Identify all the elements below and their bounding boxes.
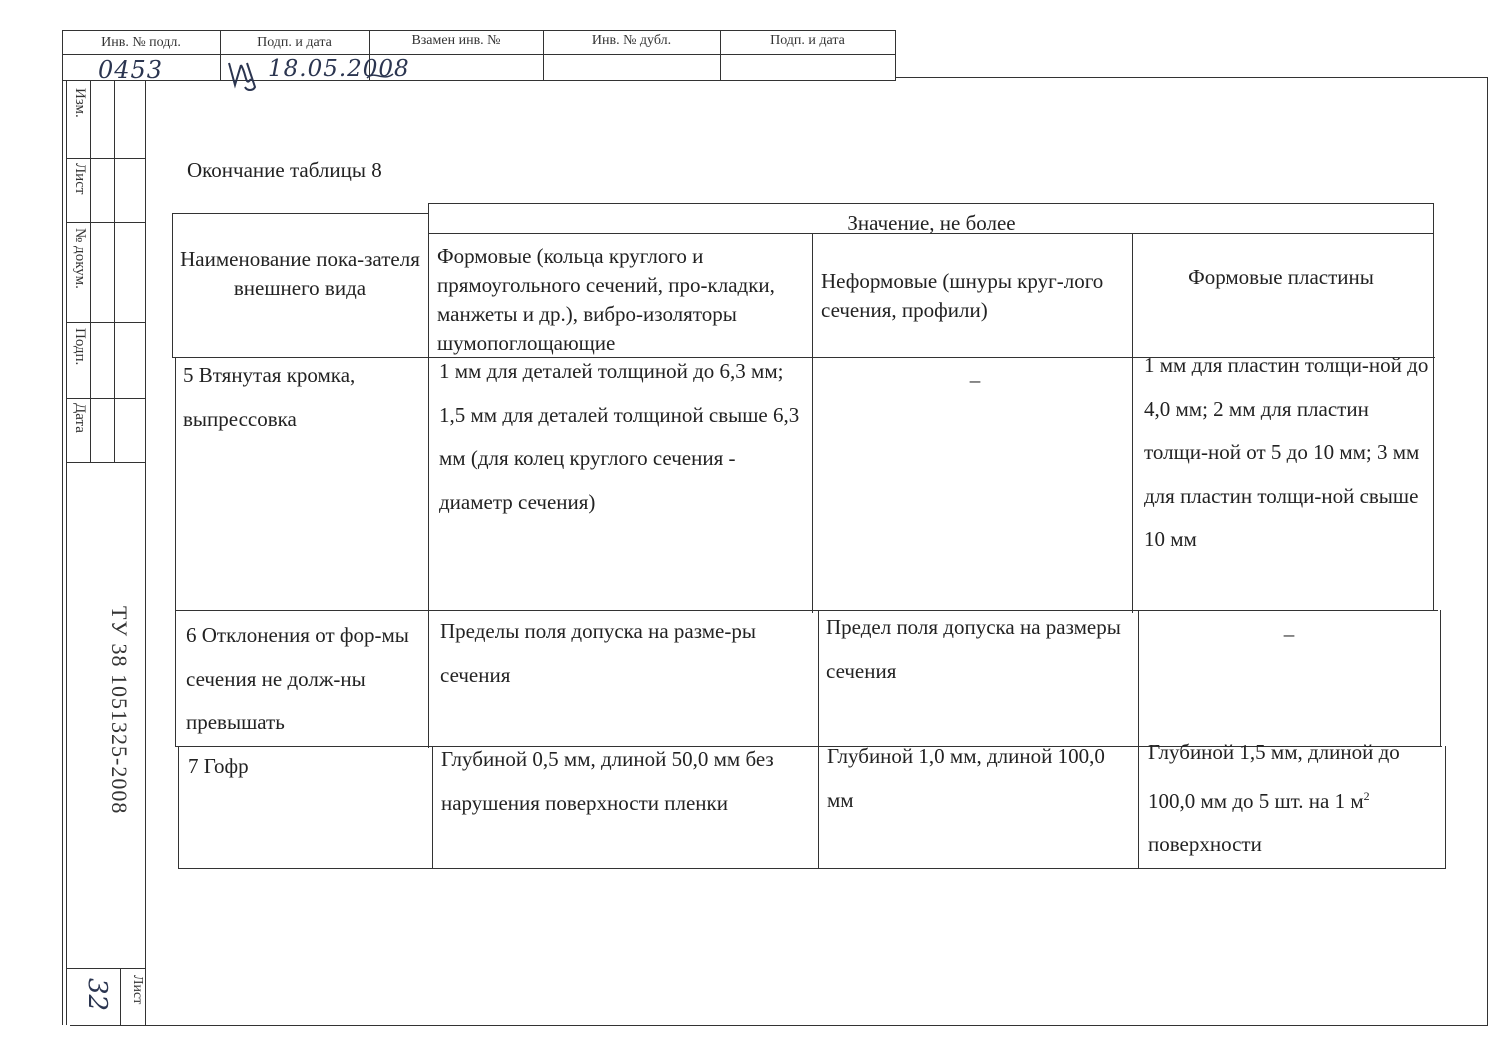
table-rule: [172, 213, 173, 357]
stamp-bottom-border: [62, 80, 896, 81]
row5-col1: 1 мм для деталей толщиной до 6,3 мм; 1,5 мм для деталей толщиной свыше 6,3 мм (для колец круглого сечения - диаметр сечения): [439, 359, 800, 514]
stamp-header-podp-data-2: Подп. и дата: [770, 33, 845, 48]
row6-col3: –: [1283, 622, 1295, 646]
frame-bottom: [70, 1025, 1488, 1026]
stamp-header-vzamen: Взамен инв. №: [411, 33, 501, 48]
frame-top-right: [895, 77, 1487, 78]
stamp-header-inv-dubl: Инв. № дубл.: [591, 33, 672, 48]
row7-col3-tail: поверхности: [1148, 832, 1262, 856]
frame-right: [1487, 77, 1488, 1025]
row7-col2: Глубиной 1,0 мм, длиной 100,0 мм: [827, 744, 1105, 812]
row5-name: 5 Втянутая кромка, выпрессовка: [183, 363, 356, 431]
table-rule: [175, 357, 176, 747]
row7-name: 7 Гофр: [188, 754, 249, 778]
row7-col3-superscript: 2: [1363, 788, 1370, 803]
table-rule: [1138, 610, 1139, 869]
handwritten-inv-number: 0453: [98, 56, 164, 84]
header-value-group: Значение, не более: [847, 211, 1016, 235]
table-rule: [178, 868, 1445, 869]
row7-col1: Глубиной 0,5 мм, длиной 50,0 мм без нарушения поверхности пленки: [441, 747, 774, 815]
sheet-number: 32: [82, 978, 112, 1012]
row6-name: 6 Отклонения от фор-мы сечения не долж-ны превышать: [186, 623, 409, 734]
margin-line: [66, 968, 145, 969]
header-col-formed-plates: Формовые пластины: [1188, 265, 1374, 289]
stamp-header-podp-data: Подп. и дата: [257, 35, 332, 50]
table-rule: [812, 233, 813, 613]
row6-col2: Предел поля допуска на размеры сечения: [826, 615, 1121, 683]
margin-line: [66, 398, 145, 399]
margin-line: [66, 222, 145, 223]
margin-line: [66, 462, 145, 463]
margin-line: [66, 158, 145, 159]
table-rule: [1445, 746, 1446, 869]
table-rule: [428, 203, 1433, 204]
frame-inner-left: [145, 80, 146, 1025]
stamp-header-inv-podl: Инв. № подл.: [101, 35, 181, 50]
stamp-mid-border: [62, 54, 896, 55]
header-name-column: Наименование пока-зателя внешнего вида: [180, 247, 420, 300]
row5-col3: 1 мм для пластин толщи-ной до 4,0 мм; 2 мм для пластин толщи-ной от 5 до 10 мм; 3 мм для пластин толщи-ной свыше 10 мм: [1144, 353, 1429, 551]
document-code: ТУ 38 1051325-2008: [107, 606, 132, 815]
frame-left-outer: [62, 80, 63, 1025]
sheet-label: Лист: [130, 975, 145, 1005]
margin-label-podp: Подп.: [72, 328, 88, 366]
table-rule: [1132, 233, 1133, 613]
table-rule: [432, 746, 433, 869]
table-rule: [1440, 610, 1441, 747]
margin-label-data: Дата: [72, 403, 88, 433]
row7-col3-text: Глубиной 1,5 мм, длиной до 100,0 мм до 5 шт. на 1 м: [1148, 740, 1400, 813]
handwritten-date: 18.05.2008: [268, 56, 410, 82]
header-col-formed-rings: Формовые (кольца круглого и прямоугольного сечений, про-кладки, манжеты и др.), вибро-изоляторы шумопоглощающие: [437, 244, 775, 355]
table-rule: [428, 203, 429, 748]
table-rule: [172, 213, 428, 214]
margin-line: [114, 80, 115, 462]
row6-col1: Пределы поля допуска на разме-ры сечения: [440, 619, 756, 687]
row7-col3: [1148, 731, 1438, 867]
table-rule: [1433, 203, 1434, 611]
header-col-unformed: Неформовые (шнуры круг-лого сечения, профили): [821, 269, 1104, 322]
stamp-divider: [895, 30, 896, 80]
row5-col2: –: [969, 368, 981, 392]
margin-line: [120, 968, 121, 1025]
margin-label-dokum: № докум.: [72, 228, 88, 289]
table-rule: [818, 610, 819, 869]
table-rule: [178, 746, 179, 869]
margin-line: [90, 80, 91, 462]
margin-line: [66, 322, 145, 323]
signature-tail: [365, 68, 395, 82]
margin-label-list: Лист: [72, 163, 88, 195]
signature-mark: [225, 57, 265, 93]
margin-label-izm: Изм.: [72, 88, 88, 118]
table-caption: Окончание таблицы 8: [187, 158, 382, 182]
